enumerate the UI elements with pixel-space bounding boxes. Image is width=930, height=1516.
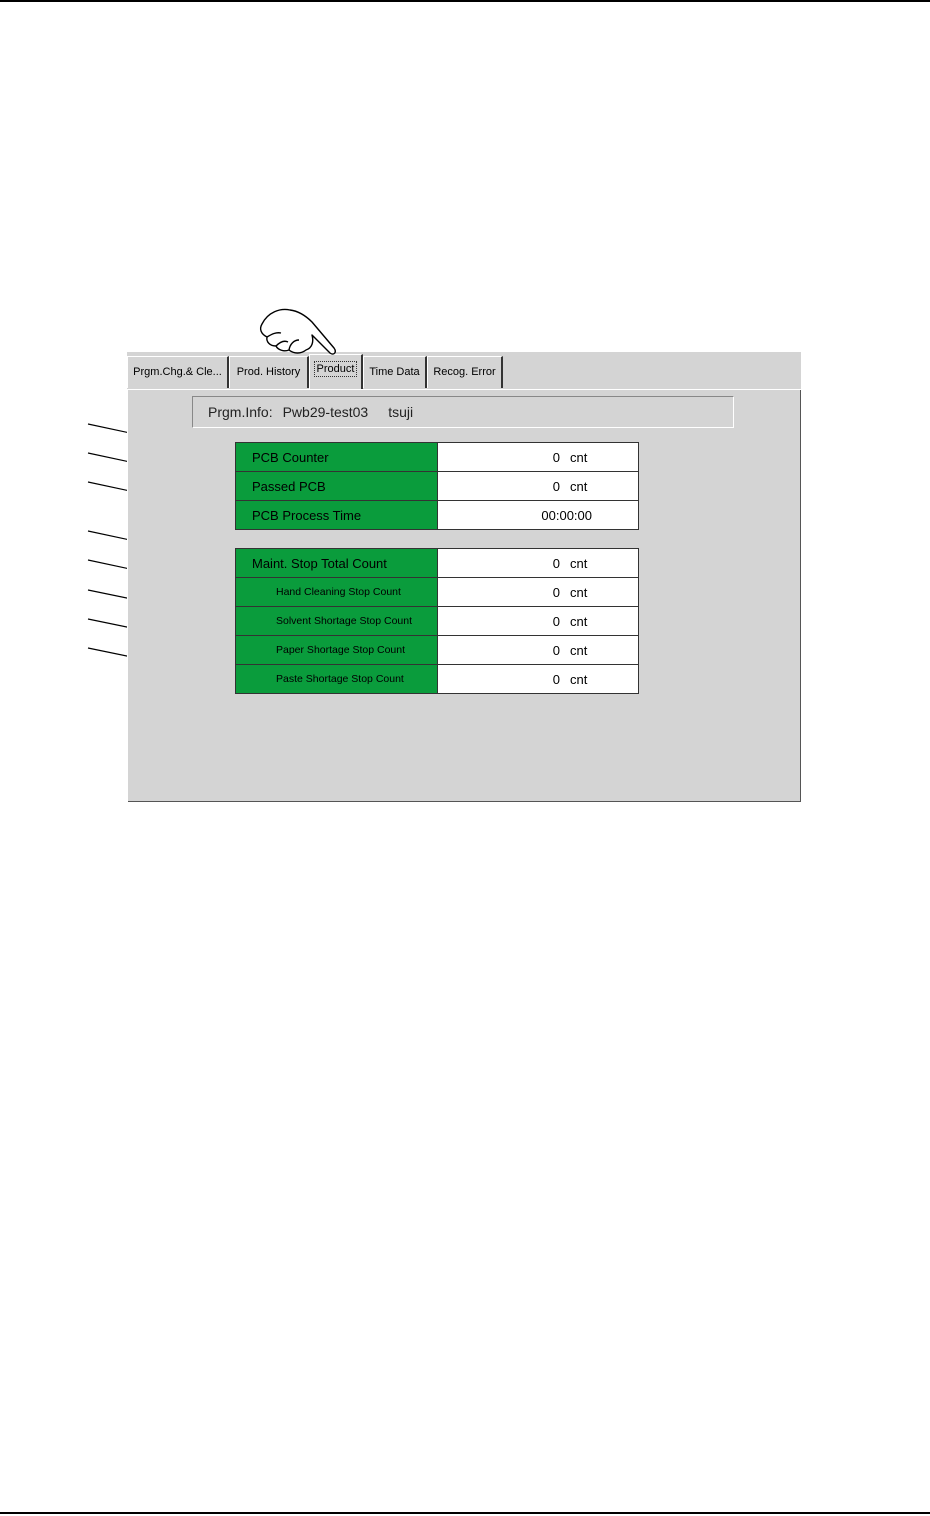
pcb-process-time-value: 00:00:00: [541, 507, 592, 523]
table-row: [236, 636, 638, 665]
table-row: [236, 607, 638, 636]
passed-pcb-label: Passed PCB: [236, 472, 438, 500]
solvent-shortage-label: Solvent Shortage Stop Count: [236, 607, 438, 635]
table-row: [236, 501, 638, 529]
hand-cleaning-label: Hand Cleaning Stop Count: [236, 578, 438, 606]
table-row: [236, 443, 638, 472]
pcb-counter-value: 0 cnt: [552, 449, 588, 465]
tab-prod-history[interactable]: Prod. History: [229, 356, 309, 388]
table-row: [236, 549, 638, 578]
passed-pcb-value: 0 cnt: [552, 478, 588, 494]
tab-bar: [127, 352, 801, 390]
hand-cleaning-value: 0 cnt: [552, 584, 588, 600]
program-info: [192, 396, 734, 428]
paper-shortage-value: 0 cnt: [552, 642, 588, 658]
paste-shortage-label: Paste Shortage Stop Count: [236, 665, 438, 693]
footer-rule: [0, 1512, 930, 1514]
paste-shortage-value: 0 cnt: [552, 671, 588, 687]
table-row: [236, 472, 638, 501]
tab-product[interactable]: Product: [309, 354, 363, 389]
maint-stop-total-label: Maint. Stop Total Count: [236, 549, 438, 577]
table-row: [236, 578, 638, 607]
pointing-hand-icon: [254, 302, 344, 382]
table-row: [236, 665, 638, 693]
program-name: Pwb29-test03: [282, 404, 369, 420]
tab-recog-error[interactable]: Recog. Error: [427, 356, 503, 388]
program-user: tsuji: [388, 404, 414, 420]
maintenance-table: [235, 548, 639, 694]
production-table: [235, 442, 639, 530]
program-info-label: Prgm.Info:: [208, 404, 273, 420]
solvent-shortage-value: 0 cnt: [552, 613, 588, 629]
tab-prgm-chg[interactable]: Prgm.Chg.& Cle...: [127, 356, 229, 388]
pcb-counter-label: PCB Counter: [236, 443, 438, 471]
paper-shortage-label: Paper Shortage Stop Count: [236, 636, 438, 664]
tab-time-data[interactable]: Time Data: [363, 356, 427, 388]
pcb-process-time-label: PCB Process Time: [236, 501, 438, 529]
maint-stop-total-value: 0 cnt: [552, 555, 588, 571]
product-screen: [127, 352, 801, 802]
